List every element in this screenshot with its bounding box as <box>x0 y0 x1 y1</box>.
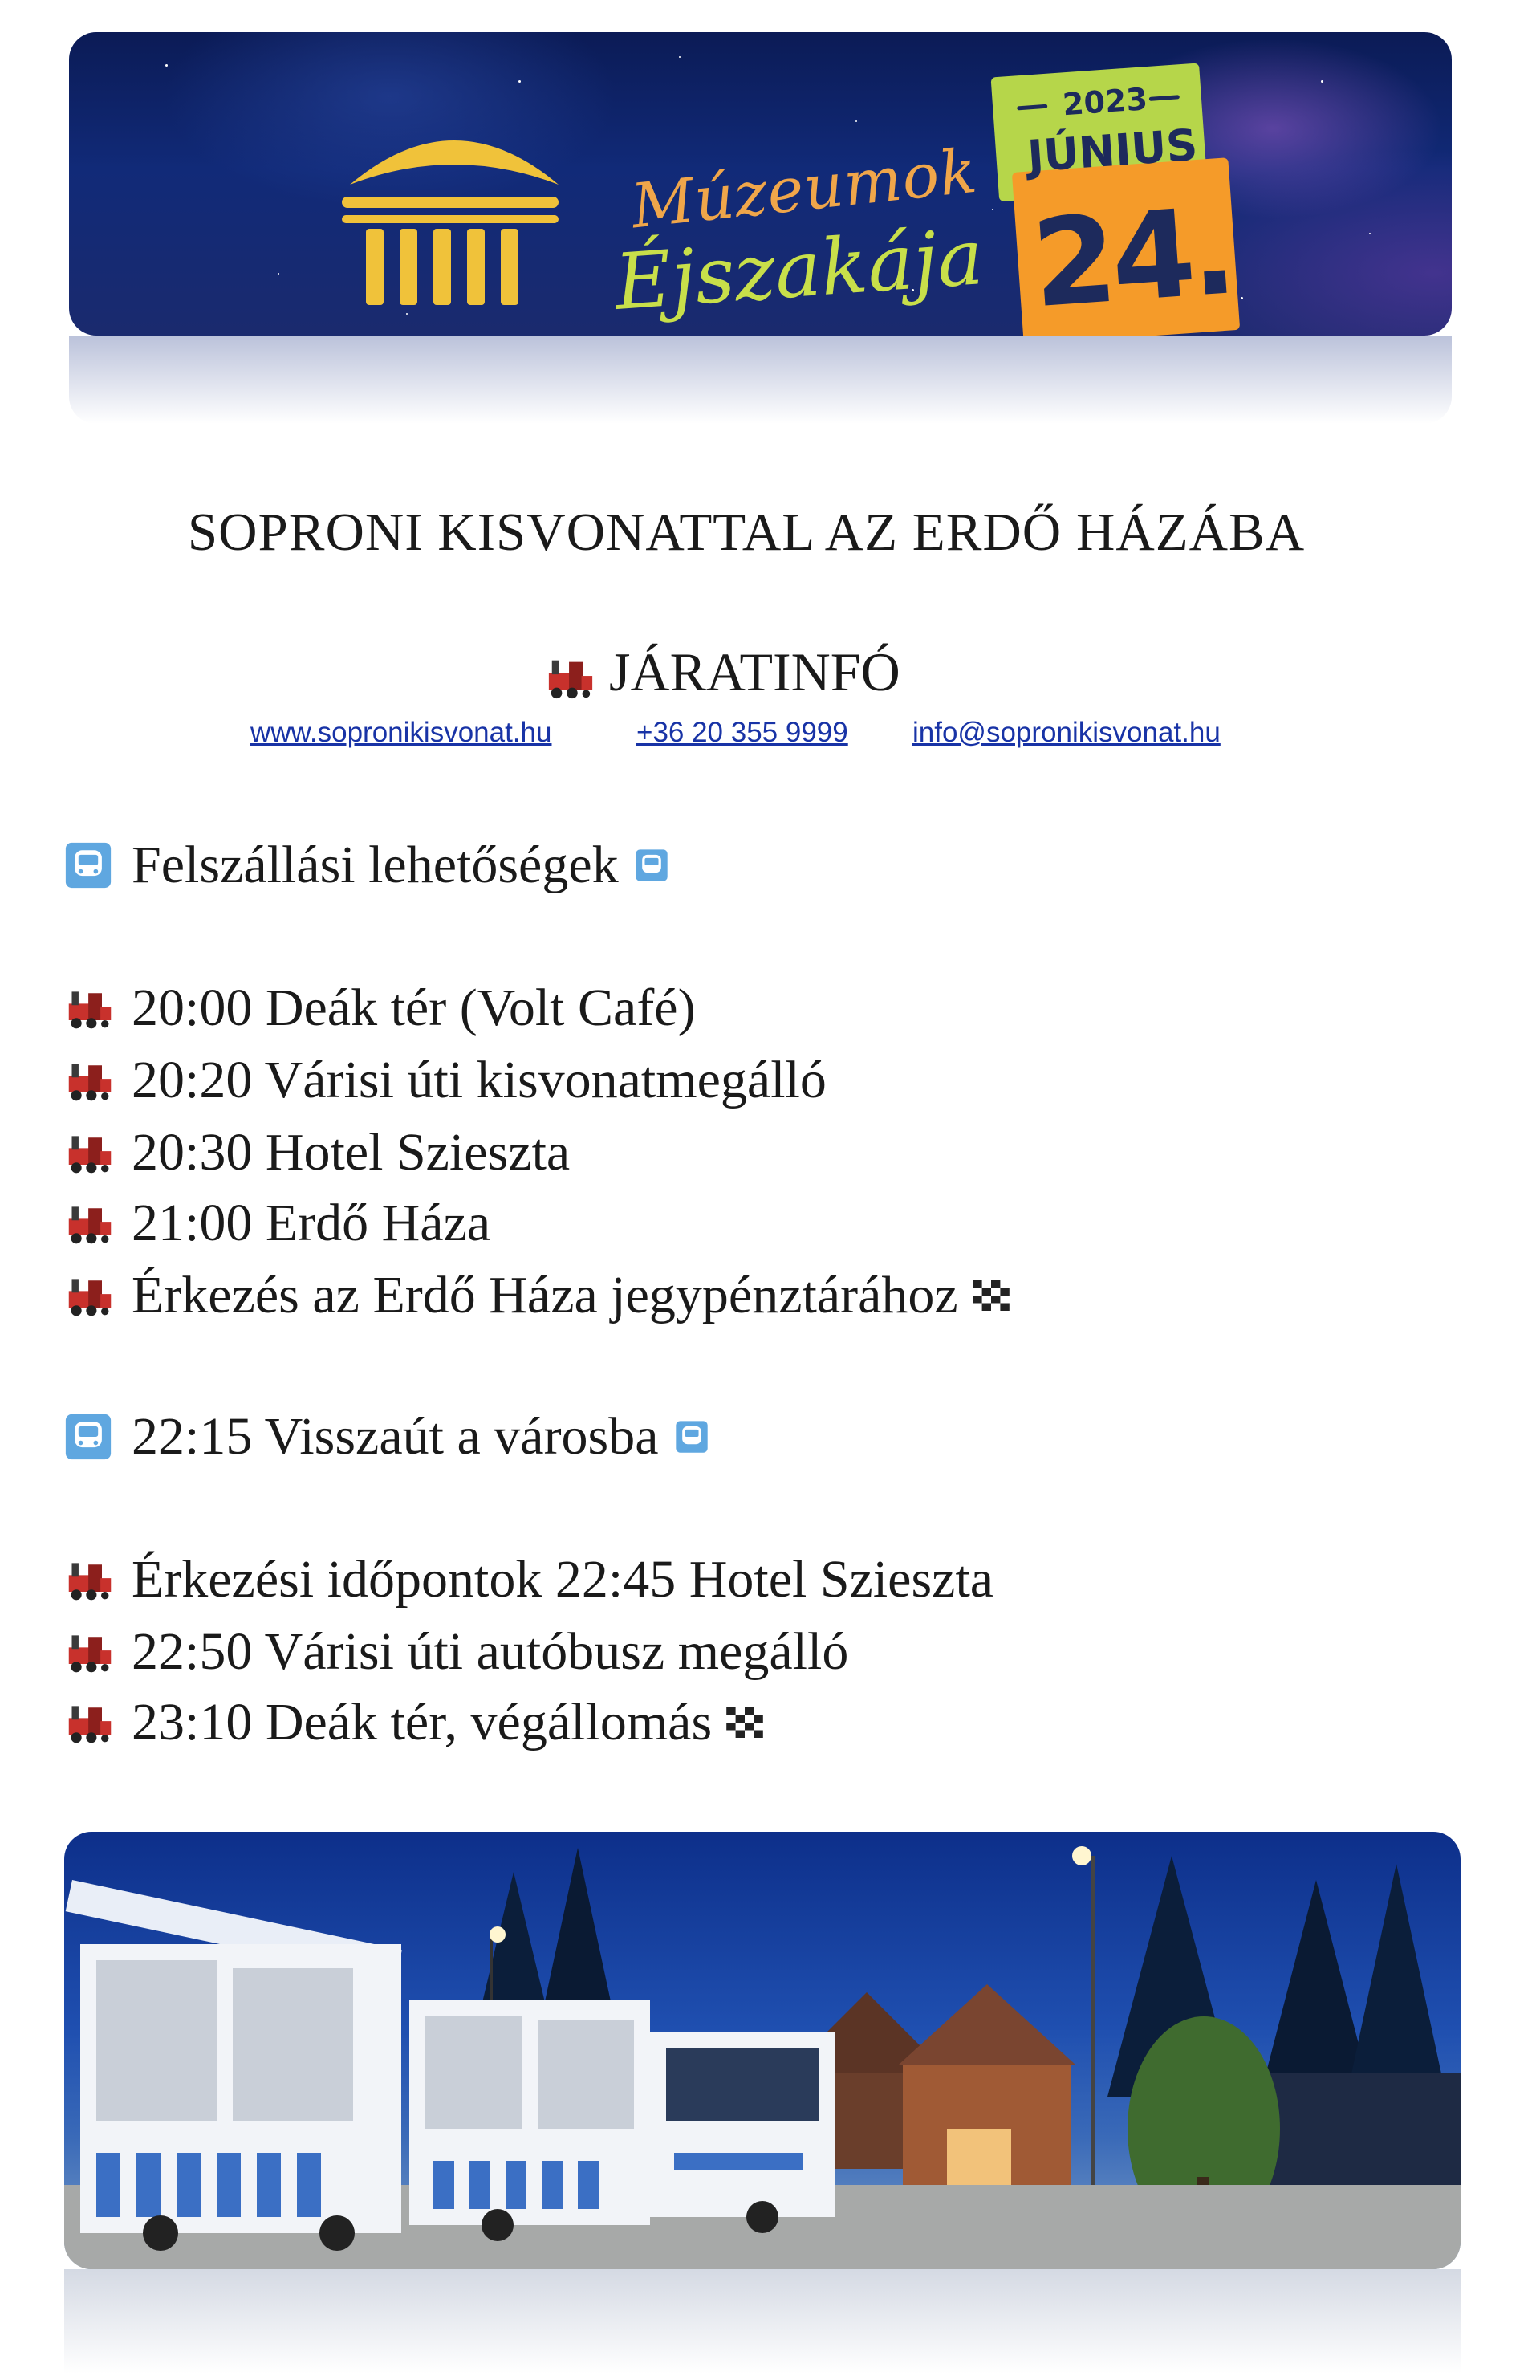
return-heading: 22:15 Visszaút a városba <box>132 1407 659 1466</box>
list-item <box>63 1621 848 1682</box>
steam-locomotive-icon <box>546 653 595 702</box>
jaratinfo-heading: JÁRATINFÓ <box>609 641 900 702</box>
steam-locomotive-icon <box>63 1628 117 1676</box>
bus-stop-icon <box>675 1420 709 1454</box>
stop-text: 21:00 Erdő Háza <box>132 1194 491 1252</box>
bus-stop-icon <box>635 848 668 882</box>
stop-text: 23:10 Deák tér, végállomás <box>132 1693 713 1751</box>
jaratinfo-heading-row <box>546 641 900 704</box>
return-heading-row <box>63 1406 709 1467</box>
list-item <box>63 1692 763 1753</box>
website-link[interactable]: www.sopronikisvonat.hu <box>250 717 552 748</box>
banner-reflection <box>69 336 1452 424</box>
stop-text: 22:50 Várisi úti autóbusz megálló <box>132 1622 849 1681</box>
page-title: SOPRONI KISVONATTAL AZ ERDŐ HÁZÁBA <box>187 502 1306 562</box>
list-item <box>63 1265 1010 1326</box>
steam-locomotive-icon <box>63 1056 117 1105</box>
stop-text: 20:30 Hotel Szieszta <box>132 1123 571 1182</box>
event-banner <box>69 32 1452 336</box>
brand-text-museums: Múzeumok <box>628 134 981 242</box>
steam-locomotive-icon <box>63 984 117 1032</box>
steam-locomotive-icon <box>63 1556 117 1604</box>
museum-logo-icon <box>334 112 575 321</box>
boarding-heading: Felszállási lehetőségek <box>132 836 619 894</box>
train-photo <box>64 1832 1461 2269</box>
stop-text: Érkezési időpontok 22:45 Hotel Szieszta <box>132 1550 994 1609</box>
steam-locomotive-icon <box>63 1199 117 1247</box>
photo-reflection <box>64 2269 1461 2374</box>
list-item <box>63 978 696 1039</box>
badge-day: 24. <box>1028 181 1237 336</box>
badge-month: JÚNIUS <box>1026 119 1200 182</box>
checkered-flag-icon <box>973 1280 1010 1311</box>
boarding-heading-row <box>63 835 668 896</box>
stop-text: 20:00 Deák tér (Volt Café) <box>132 978 696 1037</box>
phone-link[interactable]: +36 20 355 9999 <box>636 717 848 748</box>
bus-stop-icon <box>63 841 114 889</box>
brand-text-night: Éjszakája <box>612 212 986 328</box>
steam-locomotive-icon <box>63 1271 117 1320</box>
checkered-flag-icon <box>726 1707 763 1738</box>
night-scene-illustration <box>64 1832 1461 2269</box>
steam-locomotive-icon <box>63 1129 117 1177</box>
list-item <box>63 1193 490 1254</box>
list-item <box>63 1122 570 1183</box>
list-item <box>63 1549 993 1610</box>
badge-year: 2023 <box>1061 81 1149 123</box>
steam-locomotive-icon <box>63 1699 117 1747</box>
date-badge <box>991 59 1266 336</box>
stop-text: 20:20 Várisi úti kisvonatmegálló <box>132 1051 827 1109</box>
email-link[interactable]: info@sopronikisvonat.hu <box>912 717 1221 748</box>
stop-text: Érkezés az Erdő Háza jegypénztárához <box>132 1266 958 1324</box>
list-item <box>63 1050 827 1111</box>
bus-stop-icon <box>63 1413 114 1461</box>
